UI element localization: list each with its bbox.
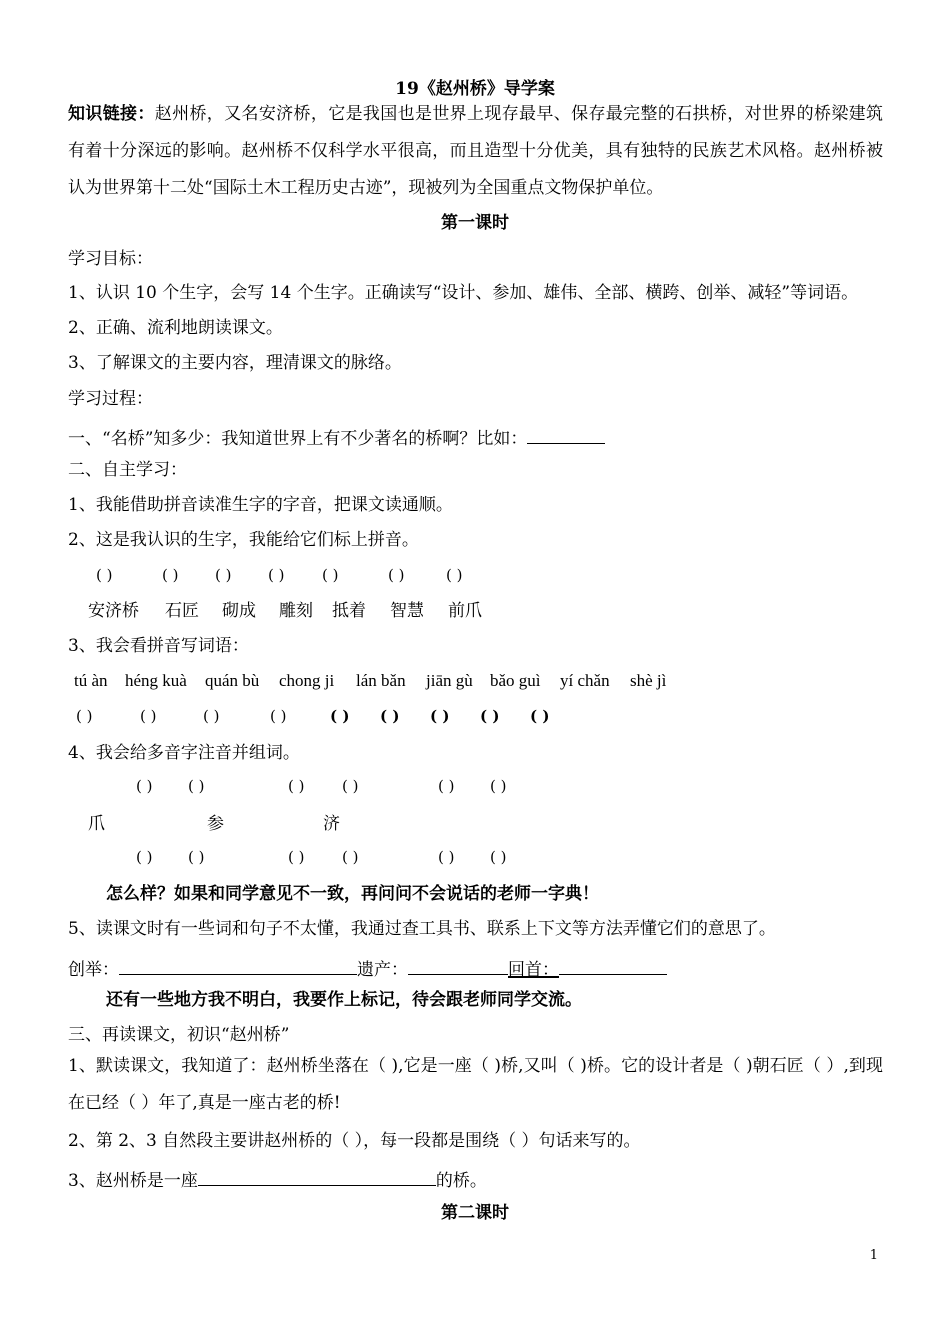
word-label-huishou: 回首： bbox=[508, 960, 559, 980]
pinyin-item: bǎo guì bbox=[490, 671, 541, 690]
new-word: 砌成 bbox=[222, 601, 256, 621]
polyphone-blank[interactable]: ( ) bbox=[288, 777, 305, 795]
polyphone-blank[interactable]: ( ) bbox=[288, 848, 305, 866]
task-read-pinyin: 1、我能借助拼音读准生字的字音，把课文读通顺。 bbox=[68, 495, 453, 515]
goal-1: 1、认识 10 个生字，会写 14 个生字。正确读写“设计、参加、雄伟、全部、横跨、创举、减轻”等词语。 bbox=[68, 283, 859, 303]
polyphone-blank[interactable]: ( ) bbox=[136, 848, 153, 866]
task-describe-end: 的桥。 bbox=[435, 1171, 487, 1191]
section-famous-bridges-text: 一、“名桥”知多少：我知道世界上有不少著名的桥啊？比如： bbox=[68, 429, 528, 449]
lesson-one-heading: 第一课时 bbox=[441, 213, 509, 233]
task-write-words: 3、我会看拼音写词语： bbox=[68, 636, 249, 656]
pinyin-blank[interactable]: ( ) bbox=[215, 566, 232, 584]
polyphone-blank[interactable]: ( ) bbox=[438, 848, 455, 866]
pinyin-blank[interactable]: ( ) bbox=[162, 566, 179, 584]
pinyin-item: chong ji bbox=[279, 671, 335, 690]
tip-mark: 还有一些地方我不明白，我要作上标记，待会跟老师同学交流。 bbox=[106, 990, 582, 1010]
task-facts-text: 1、默读课文，我知道了：赵州桥坐落在（ ),它是一座（ )桥,又叫（ )桥。它的设计者是（ )朝石匠（ ）,到现在已经（ ）年了,真是一座古老的桥! bbox=[68, 1056, 883, 1113]
pinyin-item: héng kuà bbox=[125, 671, 187, 690]
task-understand-words: 5、读课文时有一些词和句子不太懂，我通过查工具书、联系上下文等方法弄懂它们的意思了。 bbox=[68, 919, 776, 939]
intro-label: 知识链接： bbox=[68, 104, 155, 124]
polyphone-blank[interactable]: ( ) bbox=[188, 777, 205, 795]
new-word: 前爪 bbox=[448, 601, 482, 621]
polyphone-blank[interactable]: ( ) bbox=[490, 777, 507, 795]
new-word: 抵着 bbox=[332, 601, 366, 621]
word-blank[interactable]: ( ) bbox=[480, 707, 500, 725]
pinyin-item: tú àn bbox=[74, 671, 108, 690]
word-label-chuangju: 创举： bbox=[68, 960, 119, 980]
pinyin-blank[interactable]: ( ) bbox=[96, 566, 113, 584]
word-label-yichan: 遗产： bbox=[357, 960, 408, 980]
polyphone-blank[interactable]: ( ) bbox=[188, 848, 205, 866]
word-blank[interactable]: ( ) bbox=[270, 707, 287, 725]
new-word: 安济桥 bbox=[88, 601, 139, 621]
lesson-two-heading: 第二课时 bbox=[441, 1203, 509, 1223]
word-blank[interactable]: ( ) bbox=[76, 707, 93, 725]
meaning-blank[interactable] bbox=[408, 954, 508, 975]
goal-3: 3、了解课文的主要内容，理清课文的脉络。 bbox=[68, 353, 402, 373]
word-blank[interactable]: ( ) bbox=[430, 707, 450, 725]
pinyin-item: lán bǎn bbox=[356, 671, 406, 690]
goals-label: 学习目标： bbox=[68, 249, 153, 269]
pinyin-item: shè jì bbox=[630, 671, 667, 690]
task-mark-pinyin: 2、这是我认识的生字，我能给它们标上拼音。 bbox=[68, 530, 419, 550]
word-meanings-row bbox=[68, 954, 667, 981]
intro-text: 赵州桥，又名安济桥，它是我国也是世界上现存最早、保存最完整的石拱桥，对世界的桥梁建筑有着十分深远的影响。赵州桥不仅科学水平很高，而且造型十分优美，具有独特的民族艺术风格。赵州桥被认为世界第十二处“国际土木工程历史古迹”，现被列为全国重点文物保护单位。 bbox=[68, 104, 884, 198]
task-describe-bridge bbox=[68, 1165, 487, 1192]
new-word: 智慧 bbox=[390, 601, 424, 621]
pinyin-item: quán bù bbox=[205, 671, 260, 690]
word-blank[interactable]: ( ) bbox=[140, 707, 157, 725]
tip-dictionary: 怎么样？如果和同学意见不一致，再问问不会说话的老师一字典！ bbox=[106, 884, 599, 904]
goal-2: 2、正确、流利地朗读课文。 bbox=[68, 318, 283, 338]
word-blank[interactable]: ( ) bbox=[380, 707, 400, 725]
task-facts bbox=[68, 1048, 883, 1122]
pinyin-item: yí chǎn bbox=[560, 671, 610, 690]
new-word: 石匠 bbox=[165, 601, 199, 621]
word-blank[interactable]: ( ) bbox=[330, 707, 350, 725]
process-label: 学习过程： bbox=[68, 389, 153, 409]
pinyin-blank[interactable]: ( ) bbox=[268, 566, 285, 584]
section-famous-bridges bbox=[68, 423, 605, 450]
word-blank[interactable]: ( ) bbox=[203, 707, 220, 725]
polyphone-blank[interactable]: ( ) bbox=[438, 777, 455, 795]
task-polyphones: 4、我会给多音字注音并组词。 bbox=[68, 743, 300, 763]
section-self-study: 二、自主学习： bbox=[68, 460, 187, 480]
polyphone-char: 爪 bbox=[88, 814, 105, 834]
meaning-blank[interactable] bbox=[559, 954, 667, 975]
polyphone-blank[interactable]: ( ) bbox=[136, 777, 153, 795]
meaning-blank[interactable] bbox=[119, 954, 357, 975]
document-title: 19《赵州桥》导学案 bbox=[395, 79, 555, 99]
polyphone-char: 参 bbox=[207, 814, 224, 834]
polyphone-blank[interactable]: ( ) bbox=[342, 777, 359, 795]
intro-paragraph bbox=[68, 96, 883, 207]
pinyin-blank[interactable]: ( ) bbox=[446, 566, 463, 584]
new-word: 雕刻 bbox=[279, 601, 313, 621]
polyphone-char: 济 bbox=[323, 814, 340, 834]
polyphone-blank[interactable]: ( ) bbox=[490, 848, 507, 866]
describe-blank[interactable] bbox=[198, 1165, 436, 1186]
word-blank[interactable]: ( ) bbox=[530, 707, 550, 725]
task-describe-text: 3、赵州桥是一座 bbox=[68, 1171, 198, 1191]
page-number: 1 bbox=[869, 1248, 878, 1263]
task-paragraphs: 2、第 2、3 自然段主要讲赵州桥的（ ），每一段都是围绕（ ）句话来写的。 bbox=[68, 1131, 641, 1151]
pinyin-blank[interactable]: ( ) bbox=[322, 566, 339, 584]
polyphone-blank[interactable]: ( ) bbox=[342, 848, 359, 866]
answer-blank[interactable] bbox=[527, 423, 605, 444]
section-reread: 三、再读课文，初识“赵州桥” bbox=[68, 1025, 290, 1045]
pinyin-blank[interactable]: ( ) bbox=[388, 566, 405, 584]
pinyin-item: jiān gù bbox=[426, 671, 473, 690]
